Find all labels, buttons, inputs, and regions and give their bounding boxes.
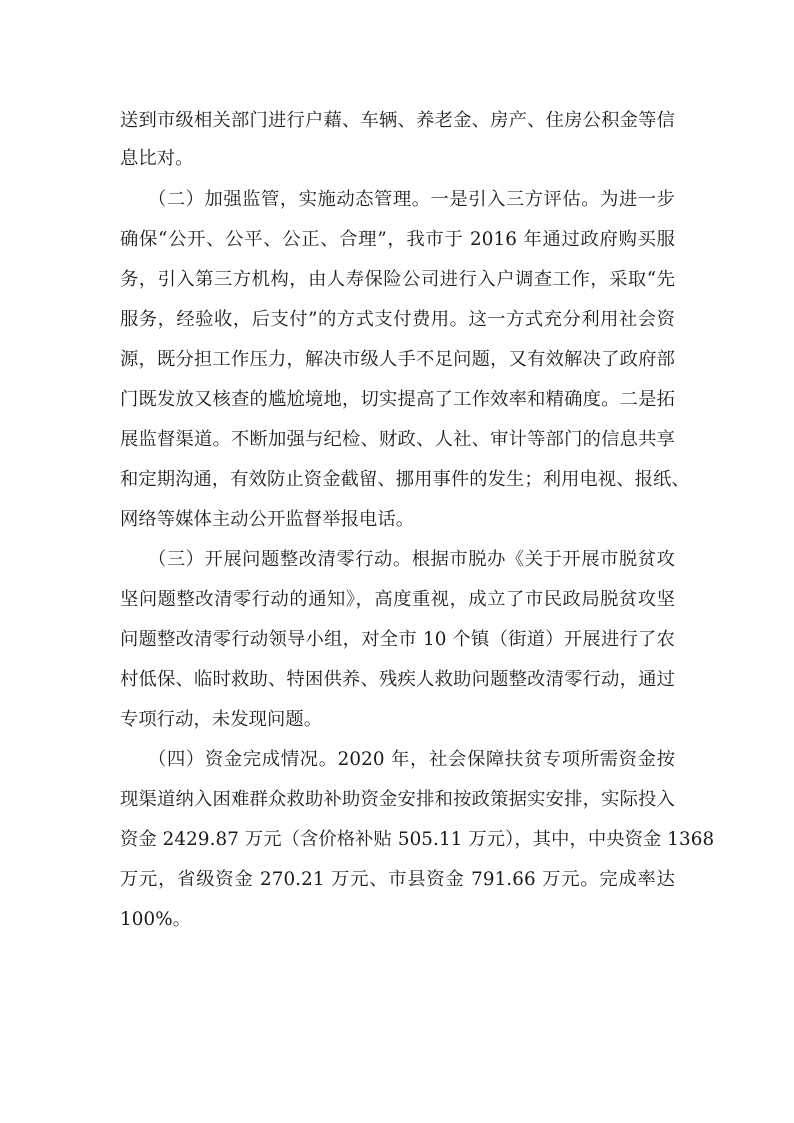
paragraph-line: （四）资金完成情况。2020 年，社会保障扶贫专项所需资金按 [148, 749, 675, 770]
paragraph-line: 服务，经验收，后支付”的方式支付费用。这一方式充分利用社会资 [120, 309, 675, 330]
paragraph-line: 务，引入第三方机构，由人寿保险公司进行入户调查工作，采取“先 [120, 269, 675, 290]
paragraph-line: 展监督渠道。不断加强与纪检、财政、人社、审计等部门的信息共享 [120, 429, 675, 450]
paragraph-line: 现渠道纳入困难群众救助补助资金安排和按政策据实安排，实际投入 [120, 789, 675, 810]
paragraph-line: 确保“公开、公平、公正、合理”，我市于 2016 年通过政府购买服 [120, 229, 675, 250]
paragraph-line: 和定期沟通，有效防止资金截留、挪用事件的发生；利用电视、报纸、 [120, 469, 690, 490]
paragraph-line: 送到市级相关部门进行户藉、车辆、养老金、房产、住房公积金等信 [120, 110, 675, 131]
paragraph-line: 村低保、临时救助、特困供养、残疾人救助问题整改清零行动，通过 [120, 669, 675, 690]
paragraph-line: 坚问题整改清零行动的通知》，高度重视，成立了市民政局脱贫攻坚 [120, 589, 675, 610]
paragraph-line: 网络等媒体主动公开监督举报电话。 [120, 509, 415, 530]
paragraph-line: 门既发放又核查的尴尬境地，切实提高了工作效率和精确度。二是拓 [120, 389, 675, 410]
paragraph-line: （二）加强监管，实施动态管理。一是引入三方评估。为进一步 [148, 189, 675, 210]
paragraph-line: 源，既分担工作压力，解决市级人手不足问题，又有效解决了政府部 [120, 349, 675, 370]
paragraph-line: （三）开展问题整改清零行动。根据市脱办《关于开展市脱贫攻 [148, 549, 675, 570]
paragraph-line: 资金 2429.87 万元（含价格补贴 505.11 万元），其中，中央资金 1368 [120, 829, 715, 850]
paragraph-line: 万元，省级资金 270.21 万元、市县资金 791.66 万元。完成率达 [120, 869, 675, 890]
paragraph-line: 问题整改清零行动领导小组，对全市 10 个镇（街道）开展进行了农 [120, 629, 675, 650]
paragraph-line: 息比对。 [120, 148, 194, 169]
paragraph-line: 100%。 [120, 909, 192, 930]
paragraph-line: 专项行动，未发现问题。 [120, 709, 323, 730]
